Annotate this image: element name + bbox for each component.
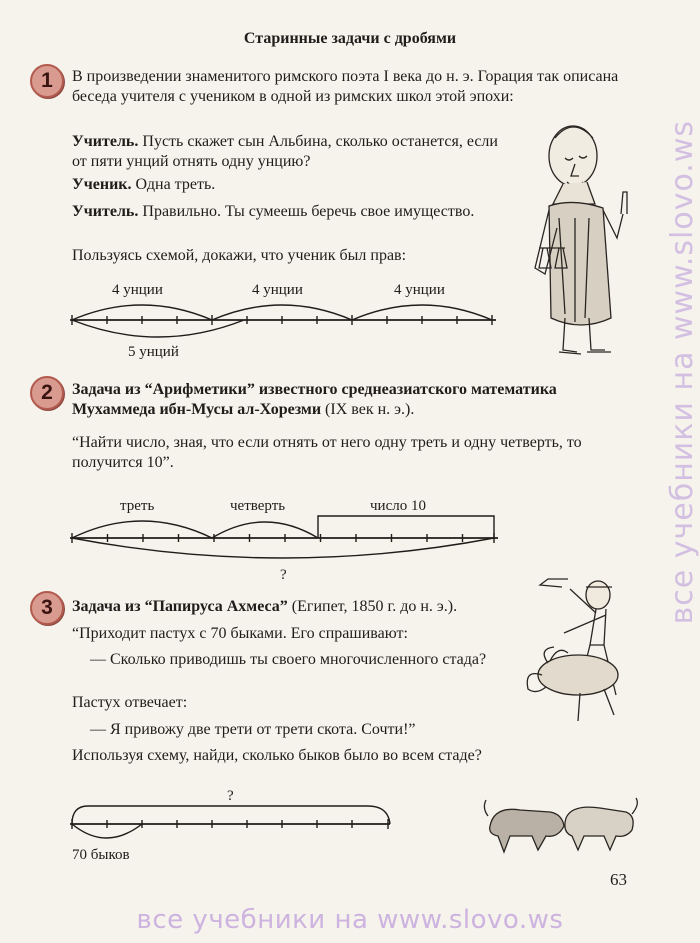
problem-1-student-line [72,175,504,195]
scheme-2-question-mark: ? [280,567,287,583]
problem-3-line-1: “Приходит пастух с 70 быками. Его спрашивают: [72,625,408,642]
problem-2-badge: 2 [30,376,64,410]
scheme-3-question-mark: ? [227,788,234,804]
arc-5-ounces [72,320,244,337]
scheme-3-label-below: 70 быков [72,847,130,863]
arc-whole [72,538,494,558]
teacher-text-1: Пусть скажет сын Альбина, сколько останется, если от пяти унций отнять одну унцию? [72,133,498,170]
problem-3-line-3: Пастух отвечает: [72,694,188,711]
problem-3-heading [72,597,572,617]
problem-2-heading-bold: Задача из “Арифметики” известного среднеазиатского математика Мухаммеда ибн-Мусы ал-Хорезми [72,381,557,418]
problem-1-intro: В произведении знаменитого римского поэта I века до н. э. Горация так описана беседа учителя с учеником в одной из римских школ этой эпохи: [72,68,619,105]
scheme-2-label-third: треть [120,498,155,514]
problem-2-quote: “Найти число, зная, что если отнять от него одну треть и одну четверть, то получится 10”. [72,434,582,471]
problem-3-heading-bold: Задача из “Папируса Ахмеса” [72,598,288,615]
problem-1-task: Пользуясь схемой, докажи, что ученик был прав: [72,247,407,264]
roman-teacher-illustration [525,118,635,368]
scheme-1-label-below: 5 унций [128,344,179,360]
scheme-2-label-number: число 10 [370,498,426,514]
fighting-bulls-illustration [480,796,640,856]
student-text: Одна треть. [131,176,216,193]
problem-2-heading [72,380,640,420]
scheme-1-label-b: 4 унции [252,282,303,298]
teacher-text-2: Правильно. Ты сумеешь беречь свое имущество. [138,203,475,220]
arc-whole-herd [72,806,390,824]
arc-quarter [212,522,318,538]
teacher-speaker-1: Учитель. [72,133,139,150]
scheme-1-label-a: 4 унции [112,282,163,298]
page-title: Старинные задачи с дробями [243,30,457,47]
problem-3-line-4: — Я привожу две трети от трети скота. Сочти!” [90,721,416,738]
scheme-1-label-c: 4 унции [394,282,445,298]
student-speaker: Ученик. [72,176,132,193]
page-number: 63 [610,870,627,889]
teacher-speaker-2: Учитель. [72,203,139,220]
arc-third [72,521,212,538]
problem-3-heading-plain: (Египет, 1850 г. до н. э.). [287,598,458,615]
problem-1-teacher-line-1 [72,132,504,172]
problem-3-line-2: — Сколько приводишь ты своего многочисленного стада? [90,651,487,668]
problem-1-badge: 1 [30,64,64,98]
problem-1-teacher-line-2 [72,202,504,222]
scheme-3-diagram [68,800,408,850]
egyptian-shepherd-illustration [520,575,640,725]
problem-3-task: Используя схему, найди, сколько быков было во всем стаде? [72,747,482,764]
scheme-2-label-quarter: четверть [230,498,286,514]
bottom-watermark: все учебники на www.slovo.ws [136,905,564,935]
problem-2-heading-plain: (IX век н. э.). [321,401,415,418]
scheme-2-diagram [68,512,508,582]
side-watermark: все учебники на www.slovo.ws [665,120,700,625]
problem-3-badge: 3 [30,591,64,625]
rect-number-10 [318,516,494,538]
